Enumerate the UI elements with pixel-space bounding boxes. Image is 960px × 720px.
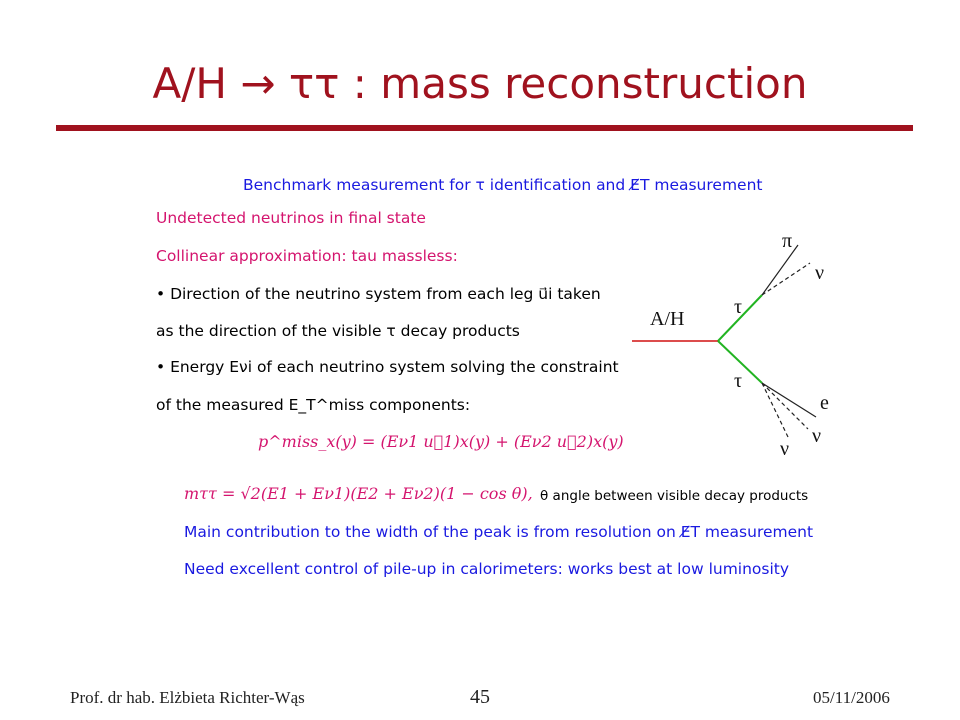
tau-top-label: τ (734, 296, 743, 318)
slide-title: A/H → ττ : mass reconstruction (152, 59, 808, 108)
footer-date: 05/11/2006 (813, 688, 890, 707)
footer-author: Prof. dr hab. Elżbieta Richter-Wąs (70, 688, 305, 707)
pileup-line: Need excellent control of pile-up in calorimeters: works best at low luminosity (184, 560, 790, 578)
theta-note: θ angle between visible decay products (540, 488, 809, 504)
undetected-neutrinos-line: Undetected neutrinos in final state (156, 209, 426, 227)
missing-momentum-equation: p^miss_x(y) = (Eν1 u⃗1)x(y) + (Eν2 u⃗2)x(y) (258, 432, 624, 451)
direction-line: • Direction of the neutrino system from each leg u⃗i taken (156, 285, 601, 303)
main-contribution-line: Main contribution to the width of the peak is from resolution on E̸T measurement (184, 523, 814, 541)
nu-bottom-right-label: ν (812, 425, 822, 447)
benchmark-line: Benchmark measurement for τ identification and E̸T measurement (243, 176, 763, 194)
neutrino-top-line (762, 263, 810, 295)
mass-equation: mττ = √2(E1 + Eν1)(E2 + Eν2)(1 − cos θ), (184, 484, 533, 503)
nu-bottom-left-label: ν (780, 438, 790, 460)
neutrino-bottom-right-line (762, 383, 808, 429)
energy-line: • Energy Eνi of each neutrino system solving the constraint (156, 358, 619, 376)
measured-components-line: of the measured E_T^miss components: (156, 396, 471, 414)
tau-bottom-label: τ (734, 370, 743, 392)
ah-label: A/H (650, 308, 685, 330)
visible-direction-line: as the direction of the visible τ decay products (156, 322, 520, 340)
title-rule (56, 125, 913, 131)
pi-label: π (782, 230, 793, 252)
nu-top-label: ν (815, 262, 825, 284)
electron-line (762, 383, 816, 417)
pion-line (762, 245, 798, 295)
electron-label: e (820, 392, 829, 414)
footer-page-number: 45 (470, 686, 490, 708)
collinear-approximation-line: Collinear approximation: tau massless: (156, 247, 458, 265)
